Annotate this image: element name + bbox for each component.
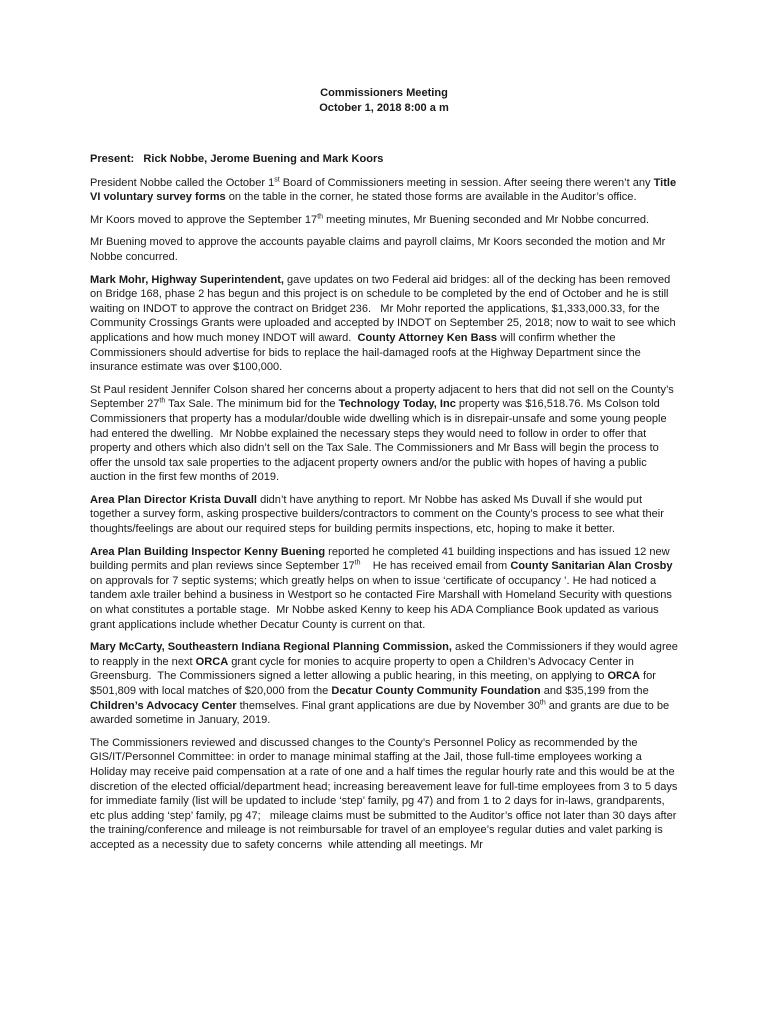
text-run: Mr Koors moved to approve the September 17: [90, 213, 318, 226]
bold-text: Mark Mohr, Highway Superintendent,: [90, 273, 284, 286]
bold-text: Mary McCarty, Southeastern Indiana Regional Planning Commission,: [90, 641, 452, 654]
text-run: reported he completed 41 building inspections and has issued 12 new building permits and plan reviews since September 17: [90, 545, 673, 573]
text-run: The Commissioners reviewed and discussed changes to the County’s Personnel Policy as recommended by the GIS/IT/Personnel Committee: in order to manage minimal staffing at the Jail, those full-time employees working a Holiday may receive paid compensation at a rate of one and a half times the regular hourly rate and this would be at the discretion of the elected official/department head; increasing bereavement leave for full-time employees from 3 to 5 days for immediate family (list will be updated to include ‘step’ family, pg 47) and from 1 to 2 days for in-laws, grandparents, etc plus adding ‘step’ family, pg 47; mileage claims must be submitted to the Auditor’s office not later than 30 days after the training/conference and mileage is not reimbursable for travel of an employee’s regular duties and valet parking is accepted as a necessity due to safety concerns while attending all meetings. Mr: [90, 736, 681, 851]
text-run: on approvals for 7 septic systems; which greatly helps on when to issue ‘certificate of occupancy ’. He had noticed a tandem axle trailer behind a business in Westport so he contacted Fire Marshall with Homeland Security with questions on what constitutes a portable stage. Mr Nobbe asked Kenny to keep his ADA Compliance Book updated as various grant applications include whether Decatur County is current on that.: [90, 560, 676, 631]
bold-text: ORCA: [607, 670, 640, 683]
paragraph-area-plan-director: [90, 493, 678, 537]
text-run: Tax Sale. The minimum bid for the: [165, 398, 339, 411]
text-run: He has received email from: [360, 560, 511, 573]
paragraph-building-inspector: [90, 545, 678, 633]
text-run: meeting minutes, Mr Buening seconded and Mr Nobbe concurred.: [323, 213, 650, 226]
ordinal-suffix: th: [354, 559, 361, 567]
bold-text: Technology Today, Inc: [338, 398, 456, 411]
bold-text: County Attorney Ken Bass: [357, 331, 498, 344]
ordinal-suffix: th: [159, 397, 166, 405]
bold-text: ORCA: [195, 655, 229, 668]
text-run: and $35,199 from the: [540, 685, 652, 697]
text-run: property was $16,518.76. Ms Colson told Commissioners that property has a modular/double wide dwelling which is in disrepair-unsafe and some young people had entered the dwelling. Mr Nobbe explained the necessary steps they would need to follow in order to offer that property and others which also didn’t sell on the Tax Sale. The Commissioners and Mr Bass will begin the process to offer the unsold tax sale properties to the adjacent property owners and/or the public with hopes of having a public auction in the first few months of 2019.: [90, 398, 670, 484]
ordinal-suffix: st: [274, 175, 280, 183]
paragraph-tax-sale-concern: [90, 383, 678, 485]
ordinal-suffix: th: [539, 698, 546, 706]
bold-text: County Sanitarian Alan Crosby: [510, 560, 673, 573]
bold-text: Area Plan Building Inspector Kenny Buening: [90, 545, 326, 558]
text-run: didn’t have anything to report. Mr Nobbe has asked Ms Duvall if she would put together a survey form, asking prospective builders/contractors to comment on the County’s process to see what their thoughts/feelings are about our required steps for building permits inspections, etc, hoping to make it better.: [90, 493, 667, 536]
paragraph-minutes-approval: [90, 213, 678, 228]
document-title: Commissioners Meeting: [320, 87, 448, 99]
paragraph-highway-report: [90, 273, 678, 375]
paragraph-claims-approval: [90, 235, 678, 264]
bold-text: Children’s Advocacy Center: [90, 699, 237, 712]
text-run: themselves. Final grant applications are due by November 30: [236, 699, 540, 712]
text-run: Board of Commissioners meeting in session. After seeing there weren’t any: [279, 176, 654, 189]
text-run: grant cycle for monies to acquire property to open a Children’s Advocacy Center in Greensburg. The Commissioners signed a letter allowing a public hearing, in this meeting, on applying to: [90, 655, 637, 683]
text-run: and grants are due to be awarded sometime in January, 2019.: [90, 699, 673, 727]
text-run: President Nobbe called the October 1: [90, 176, 275, 189]
bold-text: Title VI voluntary survey forms: [90, 176, 680, 204]
bold-text: Area Plan Director Krista Duvall: [90, 493, 257, 506]
meeting-minutes: [90, 86, 681, 853]
text-run: Mr Buening moved to approve the accounts payable claims and payroll claims, Mr Koors seconded the motion and Mr Nobbe concurred.: [90, 236, 669, 263]
text-run: St Paul resident Jennifer Colson shared her concerns about a property adjacent to hers that did not sell on the County’s September 27: [90, 383, 677, 411]
document-header: [90, 86, 678, 116]
text-run: gave updates on two Federal aid bridges: all of the decking has been removed on Bridge 168, phase 2 has begun and this project is on schedule to be completed by the end of October and he is still waiting on INDOT to approve the contract on Bridget 236. Mr Mohr reported the applications, $1,333,000.33, for the Community Crossings Grants were uploaded and accepted by INDOT on September 25, 2018; now to wait to see which applications and how much money INDOT will award.: [90, 273, 679, 344]
bold-text: Decatur County Community Foundation: [331, 685, 541, 697]
paragraph-call-to-order: [90, 176, 678, 205]
paragraph-regional-planning: [90, 640, 681, 728]
text-run: will confirm whether the Commissioners should advertise for bids to replace the hail-damaged roofs at the Highway Department since the insurance estimate was over $100,000.: [90, 331, 644, 374]
meeting-date: October 1, 2018 8:00 a m: [319, 102, 449, 114]
paragraph-personnel-policy: [90, 736, 681, 853]
text-run: for $501,809 with local matches of $20,000 from the: [90, 670, 660, 697]
ordinal-suffix: th: [317, 213, 324, 221]
text-run: on the table in the corner, he stated those forms are available in the Auditor’s office.: [225, 191, 637, 204]
attendance-line: Present: Rick Nobbe, Jerome Buening and Mark Koors: [90, 153, 384, 165]
text-run: asked the Commissioners if they would agree to reapply in the next: [90, 641, 681, 668]
